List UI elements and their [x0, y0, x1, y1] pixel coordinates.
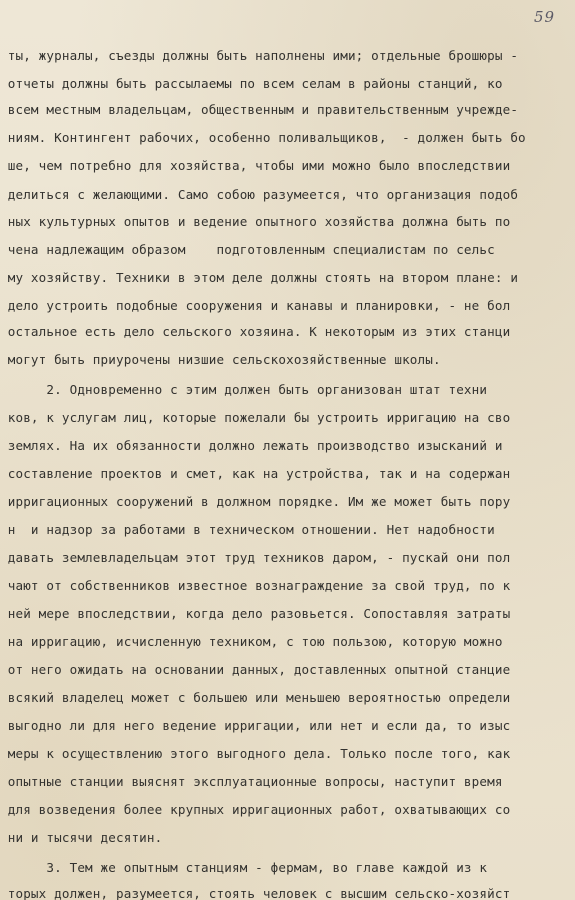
text-line: ков, к услугам лиц, которые пожелали бы устроить ирригацию на сво — [0, 410, 511, 425]
text-line: ты, журналы, съезды должны быть наполнены ими; отдельные брошюры - — [0, 48, 519, 63]
text-line: землях. На их обязанности должно лежать производство изысканий и — [0, 438, 503, 453]
page-number: 59 — [534, 8, 556, 26]
text-line: ирригационных сооружений в должном порядке. Им же может быть пору — [0, 494, 511, 509]
text-line: меры к осуществлению этого выгодного дела. Только после того, как — [0, 746, 511, 761]
text-line: 2. Одновременно с этим должен быть организован штат техни — [0, 382, 488, 397]
text-line: ниям. Контингент рабочих, особенно поливальщиков, - должен быть бо — [0, 130, 526, 145]
text-line: от него ожидать на основании данных, доставленных опытной станцие — [0, 662, 511, 677]
text-line: всем местным владельцам, общественным и правительственным учрежде- — [0, 102, 519, 117]
text-line: чают от собственников известное вознаграждение за свой труд, по к — [0, 578, 511, 593]
text-line: всякий владелец может с большею или меньшею вероятностью определи — [0, 690, 511, 705]
text-line: могут быть приурочены низшие сельскохозяйственные школы. — [0, 352, 441, 367]
text-line: дело устроить подобные сооружения и канавы и планировки, - не бол — [0, 298, 511, 313]
text-line: чена надлежащим образом подготовленным специалистам по сельс — [0, 242, 495, 257]
text-line: выгодно ли для него ведение ирригации, или нет и если да, то изыс — [0, 718, 511, 733]
text-line: ных культурных опытов и ведение опытного хозяйства должна быть по — [0, 214, 511, 229]
text-line: ни и тысячи десятин. — [0, 830, 163, 845]
text-line: на ирригацию, исчисленную техником, с тою пользою, которую можно — [0, 634, 503, 649]
text-line: ней мере впоследствии, когда дело разовьется. Сопоставляя затраты — [0, 606, 511, 621]
text-line: опытные станции выяснят эксплуатационные вопросы, наступит время — [0, 774, 503, 789]
text-line: 3. Тем же опытным станциям - фермам, во главе каждой из к — [0, 860, 488, 875]
text-line: ше, чем потребно для хозяйства, чтобы ими можно было впоследствии — [0, 158, 511, 173]
text-line: составление проектов и смет, как на устройства, так и на содержан — [0, 466, 511, 481]
text-line: отчеты должны быть рассылаемы по всем селам в районы станций, ко — [0, 76, 503, 91]
text-line: давать землевладельцам этот труд техников даром, - пускай они пол — [0, 550, 511, 565]
text-line: н и надзор за работами в техническом отношении. Нет надобности — [0, 522, 495, 537]
text-line: торых должен, разумеется, стоять человек с высшим сельско-хозяйст — [0, 886, 511, 900]
text-line: для возведения более крупных ирригационных работ, охватывающих со — [0, 802, 511, 817]
text-line: делиться с желающими. Само собою разумеется, что организация подоб — [0, 187, 519, 202]
text-line: остальное есть дело сельского хозяина. К некоторым из этих станци — [0, 324, 511, 339]
text-line: му хозяйству. Техники в этом деле должны стоять на втором плане: и — [0, 270, 519, 285]
